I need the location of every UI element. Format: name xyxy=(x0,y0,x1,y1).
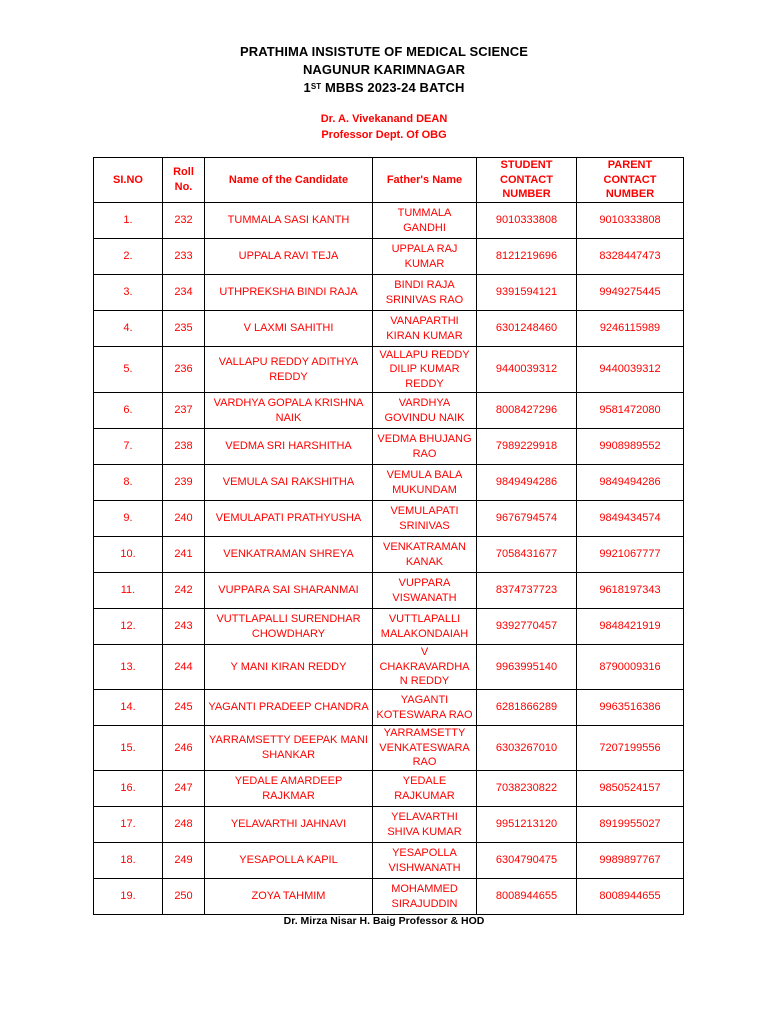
cell-candidate-name: YAGANTI PRADEEP CHANDRA xyxy=(205,690,373,726)
col-header-name: Name of the Candidate xyxy=(205,158,373,203)
cell-parent-contact: 9908989552 xyxy=(577,429,684,465)
cell-student-contact: 7038230822 xyxy=(477,771,577,807)
cell-roll: 240 xyxy=(163,501,205,537)
cell-student-contact: 9963995140 xyxy=(477,645,577,690)
cell-parent-contact: 9618197343 xyxy=(577,573,684,609)
cell-sino: 6. xyxy=(94,393,163,429)
institute-location: NAGUNUR KARIMNAGAR xyxy=(302,62,466,77)
table-row xyxy=(94,609,684,645)
cell-sino: 5. xyxy=(94,347,163,393)
col-header-student-contact: STUDENT CONTACT NUMBER xyxy=(477,158,577,203)
batch-ordinal: 1 xyxy=(303,80,311,95)
dean-name: Dr. A. Vivekanand DEAN xyxy=(320,113,448,125)
cell-candidate-name: TUMMALA SASI KANTH xyxy=(205,203,373,239)
cell-candidate-name: Y MANI KIRAN REDDY xyxy=(205,645,373,690)
cell-student-contact: 9010333808 xyxy=(477,203,577,239)
table-row xyxy=(94,275,684,311)
cell-father-name: VENKATRAMAN KANAK xyxy=(373,537,477,573)
cell-roll: 241 xyxy=(163,537,205,573)
table-row xyxy=(94,311,684,347)
table-row xyxy=(94,690,684,726)
cell-sino: 17. xyxy=(94,807,163,843)
cell-candidate-name: UTHPREKSHA BINDI RAJA xyxy=(205,275,373,311)
cell-sino: 8. xyxy=(94,465,163,501)
cell-candidate-name: ZOYA TAHMIM xyxy=(205,879,373,915)
cell-father-name: VEDMA BHUJANG RAO xyxy=(373,429,477,465)
cell-parent-contact: 9849494286 xyxy=(577,465,684,501)
table-row xyxy=(94,203,684,239)
hod-signature-line: Dr. Mirza Nisar H. Baig Professor & HOD xyxy=(283,915,485,927)
cell-sino: 2. xyxy=(94,239,163,275)
cell-student-contact: 9440039312 xyxy=(477,347,577,393)
cell-candidate-name: YARRAMSETTY DEEPAK MANI SHANKAR xyxy=(205,726,373,771)
cell-father-name: YARRAMSETTY VENKATESWARA RAO xyxy=(373,726,477,771)
cell-parent-contact: 9581472080 xyxy=(577,393,684,429)
cell-father-name: MOHAMMED SIRAJUDDIN xyxy=(373,879,477,915)
cell-parent-contact: 9963516386 xyxy=(577,690,684,726)
cell-parent-contact: 9440039312 xyxy=(577,347,684,393)
table-row xyxy=(94,879,684,915)
cell-father-name: YAGANTI KOTESWARA RAO xyxy=(373,690,477,726)
cell-student-contact: 6304790475 xyxy=(477,843,577,879)
cell-parent-contact: 9921067777 xyxy=(577,537,684,573)
cell-sino: 4. xyxy=(94,311,163,347)
cell-sino: 11. xyxy=(94,573,163,609)
cell-student-contact: 9676794574 xyxy=(477,501,577,537)
cell-father-name: VALLAPU REDDY DILIP KUMAR REDDY xyxy=(373,347,477,393)
cell-roll: 233 xyxy=(163,239,205,275)
table-body xyxy=(94,203,684,915)
table-row xyxy=(94,771,684,807)
cell-sino: 7. xyxy=(94,429,163,465)
dean-department: Professor Dept. Of OBG xyxy=(321,129,447,141)
cell-parent-contact: 9989897767 xyxy=(577,843,684,879)
table-row xyxy=(94,501,684,537)
table-row xyxy=(94,429,684,465)
cell-parent-contact: 9246115989 xyxy=(577,311,684,347)
cell-sino: 12. xyxy=(94,609,163,645)
cell-roll: 249 xyxy=(163,843,205,879)
cell-roll: 237 xyxy=(163,393,205,429)
table-row xyxy=(94,807,684,843)
cell-candidate-name: UPPALA RAVI TEJA xyxy=(205,239,373,275)
cell-roll: 248 xyxy=(163,807,205,843)
cell-sino: 14. xyxy=(94,690,163,726)
cell-parent-contact: 9849434574 xyxy=(577,501,684,537)
cell-father-name: VARDHYA GOVINDU NAIK xyxy=(373,393,477,429)
batch-label: MBBS 2023-24 BATCH xyxy=(321,80,465,95)
cell-parent-contact: 7207199556 xyxy=(577,726,684,771)
cell-candidate-name: YELAVARTHI JAHNAVI xyxy=(205,807,373,843)
cell-student-contact: 8008944655 xyxy=(477,879,577,915)
table-row xyxy=(94,726,684,771)
cell-roll: 236 xyxy=(163,347,205,393)
cell-student-contact: 8008427296 xyxy=(477,393,577,429)
cell-roll: 242 xyxy=(163,573,205,609)
cell-student-contact: 9849494286 xyxy=(477,465,577,501)
cell-student-contact: 6301248460 xyxy=(477,311,577,347)
cell-sino: 15. xyxy=(94,726,163,771)
cell-student-contact: 7989229918 xyxy=(477,429,577,465)
cell-roll: 244 xyxy=(163,645,205,690)
cell-candidate-name: VENKATRAMAN SHREYA xyxy=(205,537,373,573)
cell-student-contact: 9951213120 xyxy=(477,807,577,843)
cell-father-name: BINDI RAJA SRINIVAS RAO xyxy=(373,275,477,311)
cell-father-name: YESAPOLLA VISHWANATH xyxy=(373,843,477,879)
cell-student-contact: 9392770457 xyxy=(477,609,577,645)
cell-parent-contact: 9848421919 xyxy=(577,609,684,645)
cell-father-name: VANAPARTHI KIRAN KUMAR xyxy=(373,311,477,347)
table-row xyxy=(94,843,684,879)
cell-roll: 246 xyxy=(163,726,205,771)
cell-sino: 9. xyxy=(94,501,163,537)
cell-father-name: TUMMALA GANDHI xyxy=(373,203,477,239)
cell-candidate-name: YESAPOLLA KAPIL xyxy=(205,843,373,879)
cell-roll: 245 xyxy=(163,690,205,726)
cell-roll: 243 xyxy=(163,609,205,645)
cell-student-contact: 8121219696 xyxy=(477,239,577,275)
cell-father-name: YEDALE RAJKUMAR xyxy=(373,771,477,807)
table-row xyxy=(94,573,684,609)
cell-student-contact: 8374737723 xyxy=(477,573,577,609)
institute-name: PRATHIMA INSISTUTE OF MEDICAL SCIENCE xyxy=(239,44,529,59)
cell-father-name: V CHAKRAVARDHAN REDDY xyxy=(373,645,477,690)
cell-candidate-name: YEDALE AMARDEEP RAJKMAR xyxy=(205,771,373,807)
cell-candidate-name: VUPPARA SAI SHARANMAI xyxy=(205,573,373,609)
cell-roll: 238 xyxy=(163,429,205,465)
cell-roll: 235 xyxy=(163,311,205,347)
cell-roll: 232 xyxy=(163,203,205,239)
cell-parent-contact: 9949275445 xyxy=(577,275,684,311)
cell-parent-contact: 8328447473 xyxy=(577,239,684,275)
student-table xyxy=(93,157,684,915)
table-row xyxy=(94,239,684,275)
cell-parent-contact: 8790009316 xyxy=(577,645,684,690)
cell-father-name: VEMULA BALA MUKUNDAM xyxy=(373,465,477,501)
table-row xyxy=(94,645,684,690)
cell-sino: 13. xyxy=(94,645,163,690)
cell-parent-contact: 9010333808 xyxy=(577,203,684,239)
table-row xyxy=(94,465,684,501)
cell-student-contact: 9391594121 xyxy=(477,275,577,311)
cell-parent-contact: 9850524157 xyxy=(577,771,684,807)
cell-sino: 18. xyxy=(94,843,163,879)
cell-student-contact: 7058431677 xyxy=(477,537,577,573)
col-header-parent-contact: PARENT CONTACT NUMBER xyxy=(577,158,684,203)
cell-roll: 247 xyxy=(163,771,205,807)
cell-father-name: VUTTLAPALLI MALAKONDAIAH xyxy=(373,609,477,645)
cell-candidate-name: VALLAPU REDDY ADITHYA REDDY xyxy=(205,347,373,393)
cell-candidate-name: VUTTLAPALLI SURENDHAR CHOWDHARY xyxy=(205,609,373,645)
cell-parent-contact: 8008944655 xyxy=(577,879,684,915)
cell-sino: 1. xyxy=(94,203,163,239)
batch-title xyxy=(0,80,768,95)
cell-father-name: UPPALA RAJ KUMAR xyxy=(373,239,477,275)
cell-candidate-name: VEMULAPATI PRATHYUSHA xyxy=(205,501,373,537)
cell-roll: 239 xyxy=(163,465,205,501)
cell-parent-contact: 8919955027 xyxy=(577,807,684,843)
col-header-sino: SI.NO xyxy=(94,158,163,203)
col-header-father: Father's Name xyxy=(373,158,477,203)
cell-candidate-name: VEMULA SAI RAKSHITHA xyxy=(205,465,373,501)
batch-ordinal-suffix: ST xyxy=(310,82,322,91)
cell-father-name: VEMULAPATI SRINIVAS xyxy=(373,501,477,537)
cell-student-contact: 6303267010 xyxy=(477,726,577,771)
cell-roll: 250 xyxy=(163,879,205,915)
cell-sino: 19. xyxy=(94,879,163,915)
table-row xyxy=(94,537,684,573)
table-row xyxy=(94,347,684,393)
cell-sino: 10. xyxy=(94,537,163,573)
col-header-roll: Roll No. xyxy=(163,158,205,203)
cell-father-name: YELAVARTHI SHIVA KUMAR xyxy=(373,807,477,843)
table-header-row xyxy=(94,158,684,203)
cell-sino: 3. xyxy=(94,275,163,311)
cell-student-contact: 6281866289 xyxy=(477,690,577,726)
cell-candidate-name: VARDHYA GOPALA KRISHNA NAIK xyxy=(205,393,373,429)
cell-father-name: VUPPARA VISWANATH xyxy=(373,573,477,609)
cell-candidate-name: V LAXMI SAHITHI xyxy=(205,311,373,347)
cell-sino: 16. xyxy=(94,771,163,807)
cell-roll: 234 xyxy=(163,275,205,311)
table-row xyxy=(94,393,684,429)
cell-candidate-name: VEDMA SRI HARSHITHA xyxy=(205,429,373,465)
